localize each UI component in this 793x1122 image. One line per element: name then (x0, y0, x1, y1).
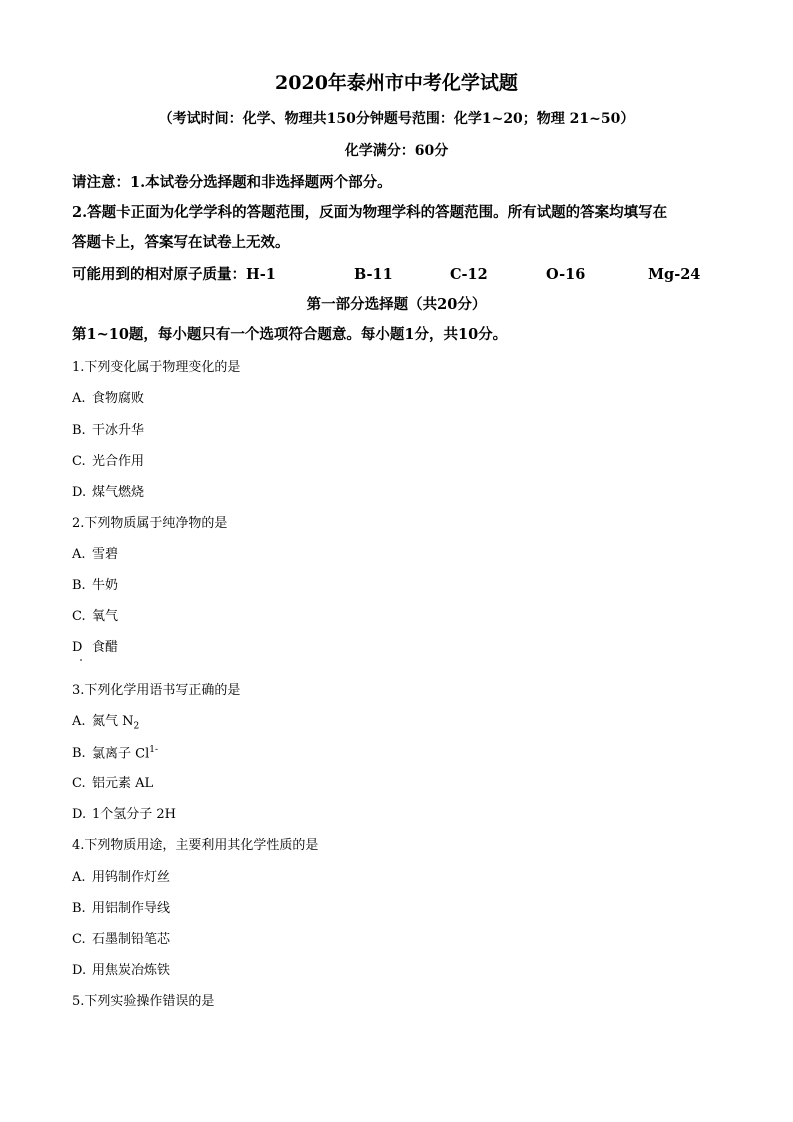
option-item: B. 用铝制作导线 (72, 901, 171, 916)
option-item: A. 用钨制作灯丝 (72, 870, 171, 885)
full-score: 化学满分：60分 (344, 143, 449, 159)
page-title: 2020年泰州市中考化学试题 (275, 72, 518, 94)
exam-subtitle: （考试时间：化学、物理共150分钟题号范围：化学1~20；物理 21~50） (158, 111, 635, 127)
option-item: D. 用焦炭冶炼铁 (72, 963, 171, 978)
atomic-mass-item: O-16 (546, 266, 586, 283)
atomic-mass-item: B-11 (354, 266, 393, 283)
option-item: B. 牛奶 (72, 578, 119, 593)
option-item: C. 氧气 (72, 609, 119, 624)
question-stem: 1.下列变化属于物理变化的是 (72, 360, 241, 375)
notice-2-line-2: 答题卡上，答案写在试卷上无效。 (72, 234, 290, 251)
option-item: A. 雪碧 (72, 547, 119, 562)
question-stem: 4.下列物质用途，主要利用其化学性质的是 (72, 838, 319, 853)
stray-dot (80, 659, 82, 661)
option-item: D 食醋 (72, 640, 119, 655)
atomic-mass-row (72, 268, 732, 283)
atomic-mass-label: 可能用到的相对原子质量：H-1 (72, 266, 276, 283)
option-item: B. 氯离子 $Cl^{1-}$ (72, 745, 159, 762)
option-item: C. 光合作用 (72, 454, 145, 469)
notice-2-line-1: 2.答题卡正面为化学学科的答题范围，反面为物理学科的答题范围。所有试题的答案均填写在 (72, 204, 668, 221)
question-stem: 5.下列实验操作错误的是 (72, 994, 215, 1009)
option-item: C. 铝元素 AL (72, 776, 154, 791)
atomic-mass-item: C-12 (450, 266, 488, 283)
option-item: D. 1个氢分子 2H (72, 807, 177, 822)
question-stem: 2.下列物质属于纯净物的是 (72, 516, 228, 531)
notice-1: 请注意：1.本试卷分选择题和非选择题两个部分。 (72, 174, 392, 191)
option-item: B. 干冰升华 (72, 423, 145, 438)
option-item: A. 食物腐败 (72, 391, 145, 406)
option-item: C. 石墨制铅笔芯 (72, 932, 171, 947)
atomic-mass-item: Mg-24 (648, 266, 701, 283)
option-item: A. 氮气 $N_2$ (72, 714, 140, 732)
question-stem: 3.下列化学用语书写正确的是 (72, 683, 241, 698)
section-title: 第一部分选择题（共20分） (306, 296, 487, 313)
option-item: D. 煤气燃烧 (72, 485, 145, 500)
section-instructions: 第1~10题，每小题只有一个选项符合题意。每小题1分，共10分。 (72, 326, 508, 343)
